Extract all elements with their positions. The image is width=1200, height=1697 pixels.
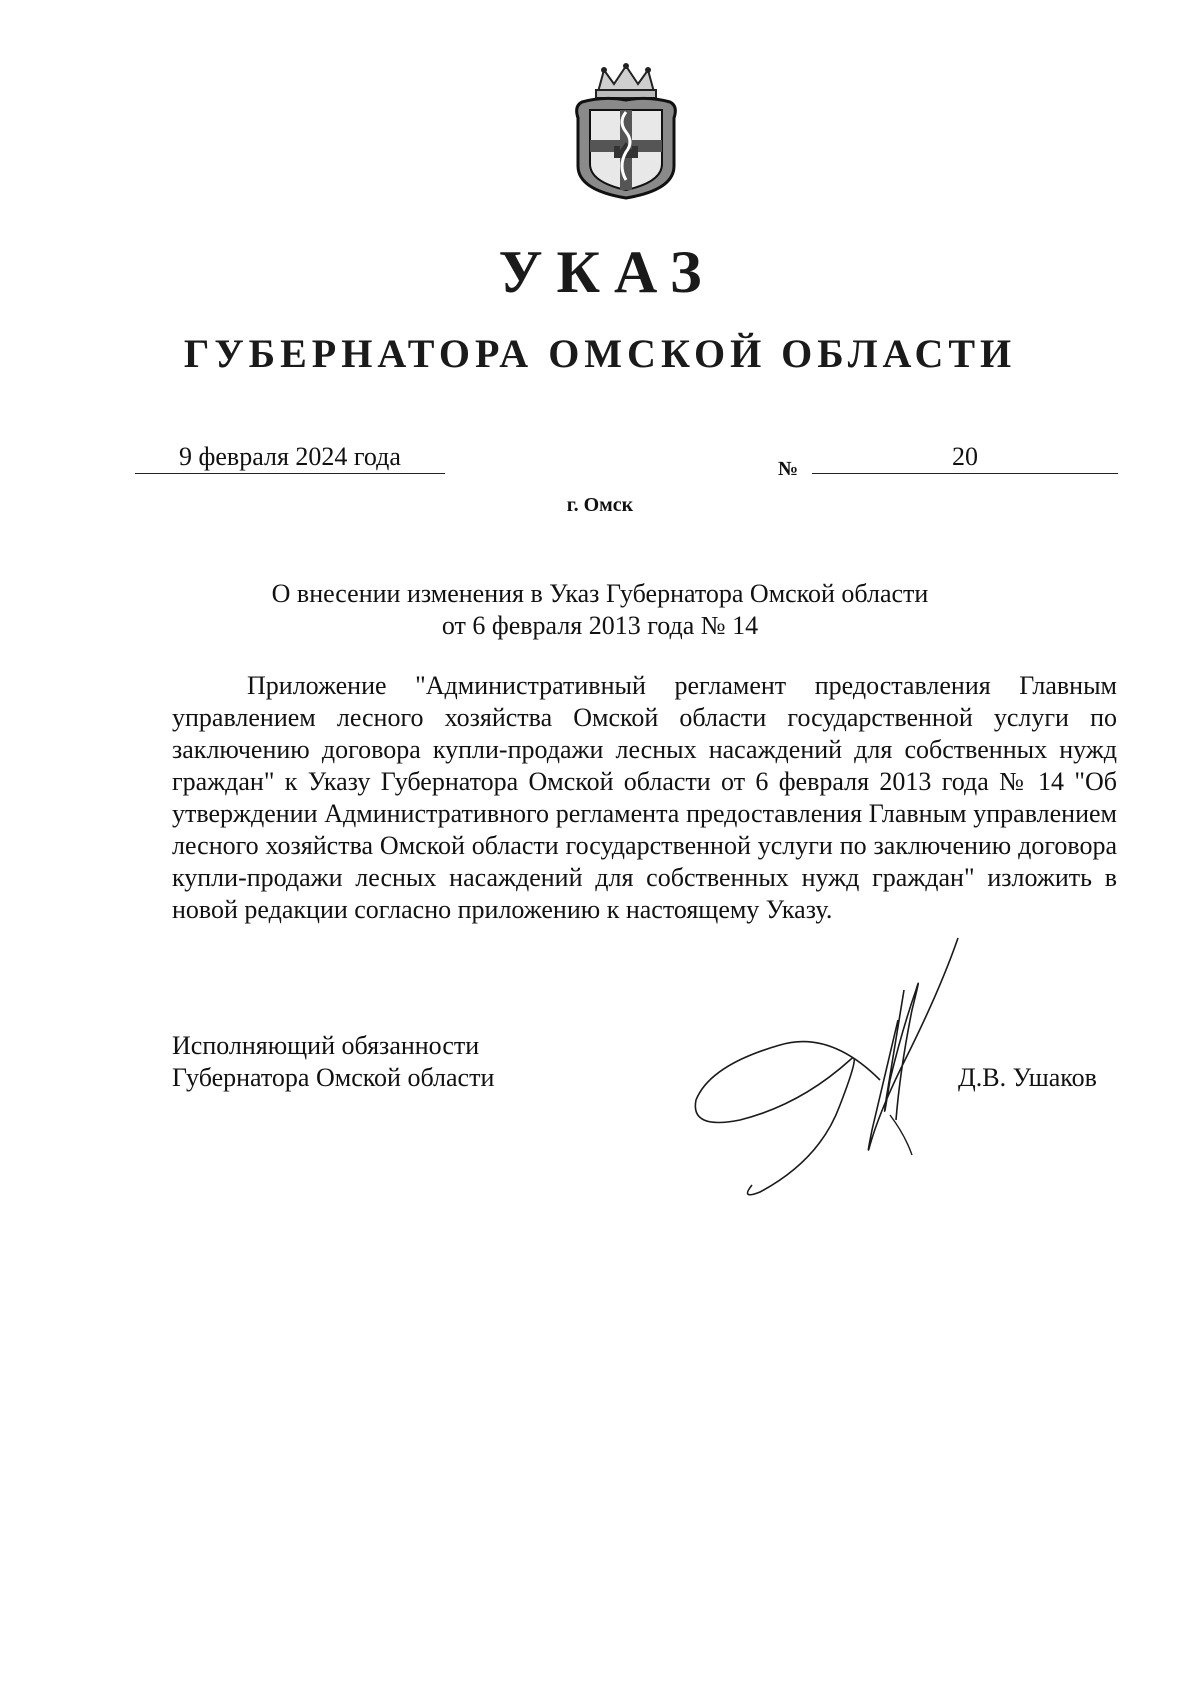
signer-position-line-2: Губернатора Омской области xyxy=(172,1063,495,1092)
document-title: УКАЗ xyxy=(498,239,716,305)
decree-date: 9 февраля 2024 года xyxy=(135,442,445,474)
city-label: г. Омск xyxy=(566,494,634,516)
coat-of-arms-icon xyxy=(568,62,684,200)
signer-name: Д.В. Ушаков xyxy=(958,1063,1097,1092)
handwritten-signature xyxy=(690,930,990,1200)
issuer-title: ГУБЕРНАТОРА ОМСКОЙ ОБЛАСТИ xyxy=(183,331,1017,376)
decree-body-paragraph: Приложение "Административный регламент предоставления Главным управлением лесного хозяйства Омской области государственной услуги по заключению договора купли-продажи лесных насаждений для собственных нужд граждан" к Указу Губернатора Омской области от 6 февраля 2013 года № 14 "Об утверждении Административного регламента предоставления Главным управлением лесного хозяйства Омской области государственной услуги по заключению договора купли-продажи лесных насаждений для собственных нужд граждан" изложить в новой редакции согласно приложению к настоящему Указу. xyxy=(172,671,1117,924)
subject-line-1: О внесении изменения в Указ Губернатора Омской области xyxy=(271,579,929,608)
decree-number: 20 xyxy=(812,442,1118,474)
subject-line-2: от 6 февраля 2013 года № 14 xyxy=(441,611,759,640)
number-label: № xyxy=(778,458,799,480)
signer-position xyxy=(172,1030,494,1094)
decree-subject xyxy=(0,578,1200,642)
signer-position-line-1: Исполняющий обязанности xyxy=(172,1031,480,1060)
